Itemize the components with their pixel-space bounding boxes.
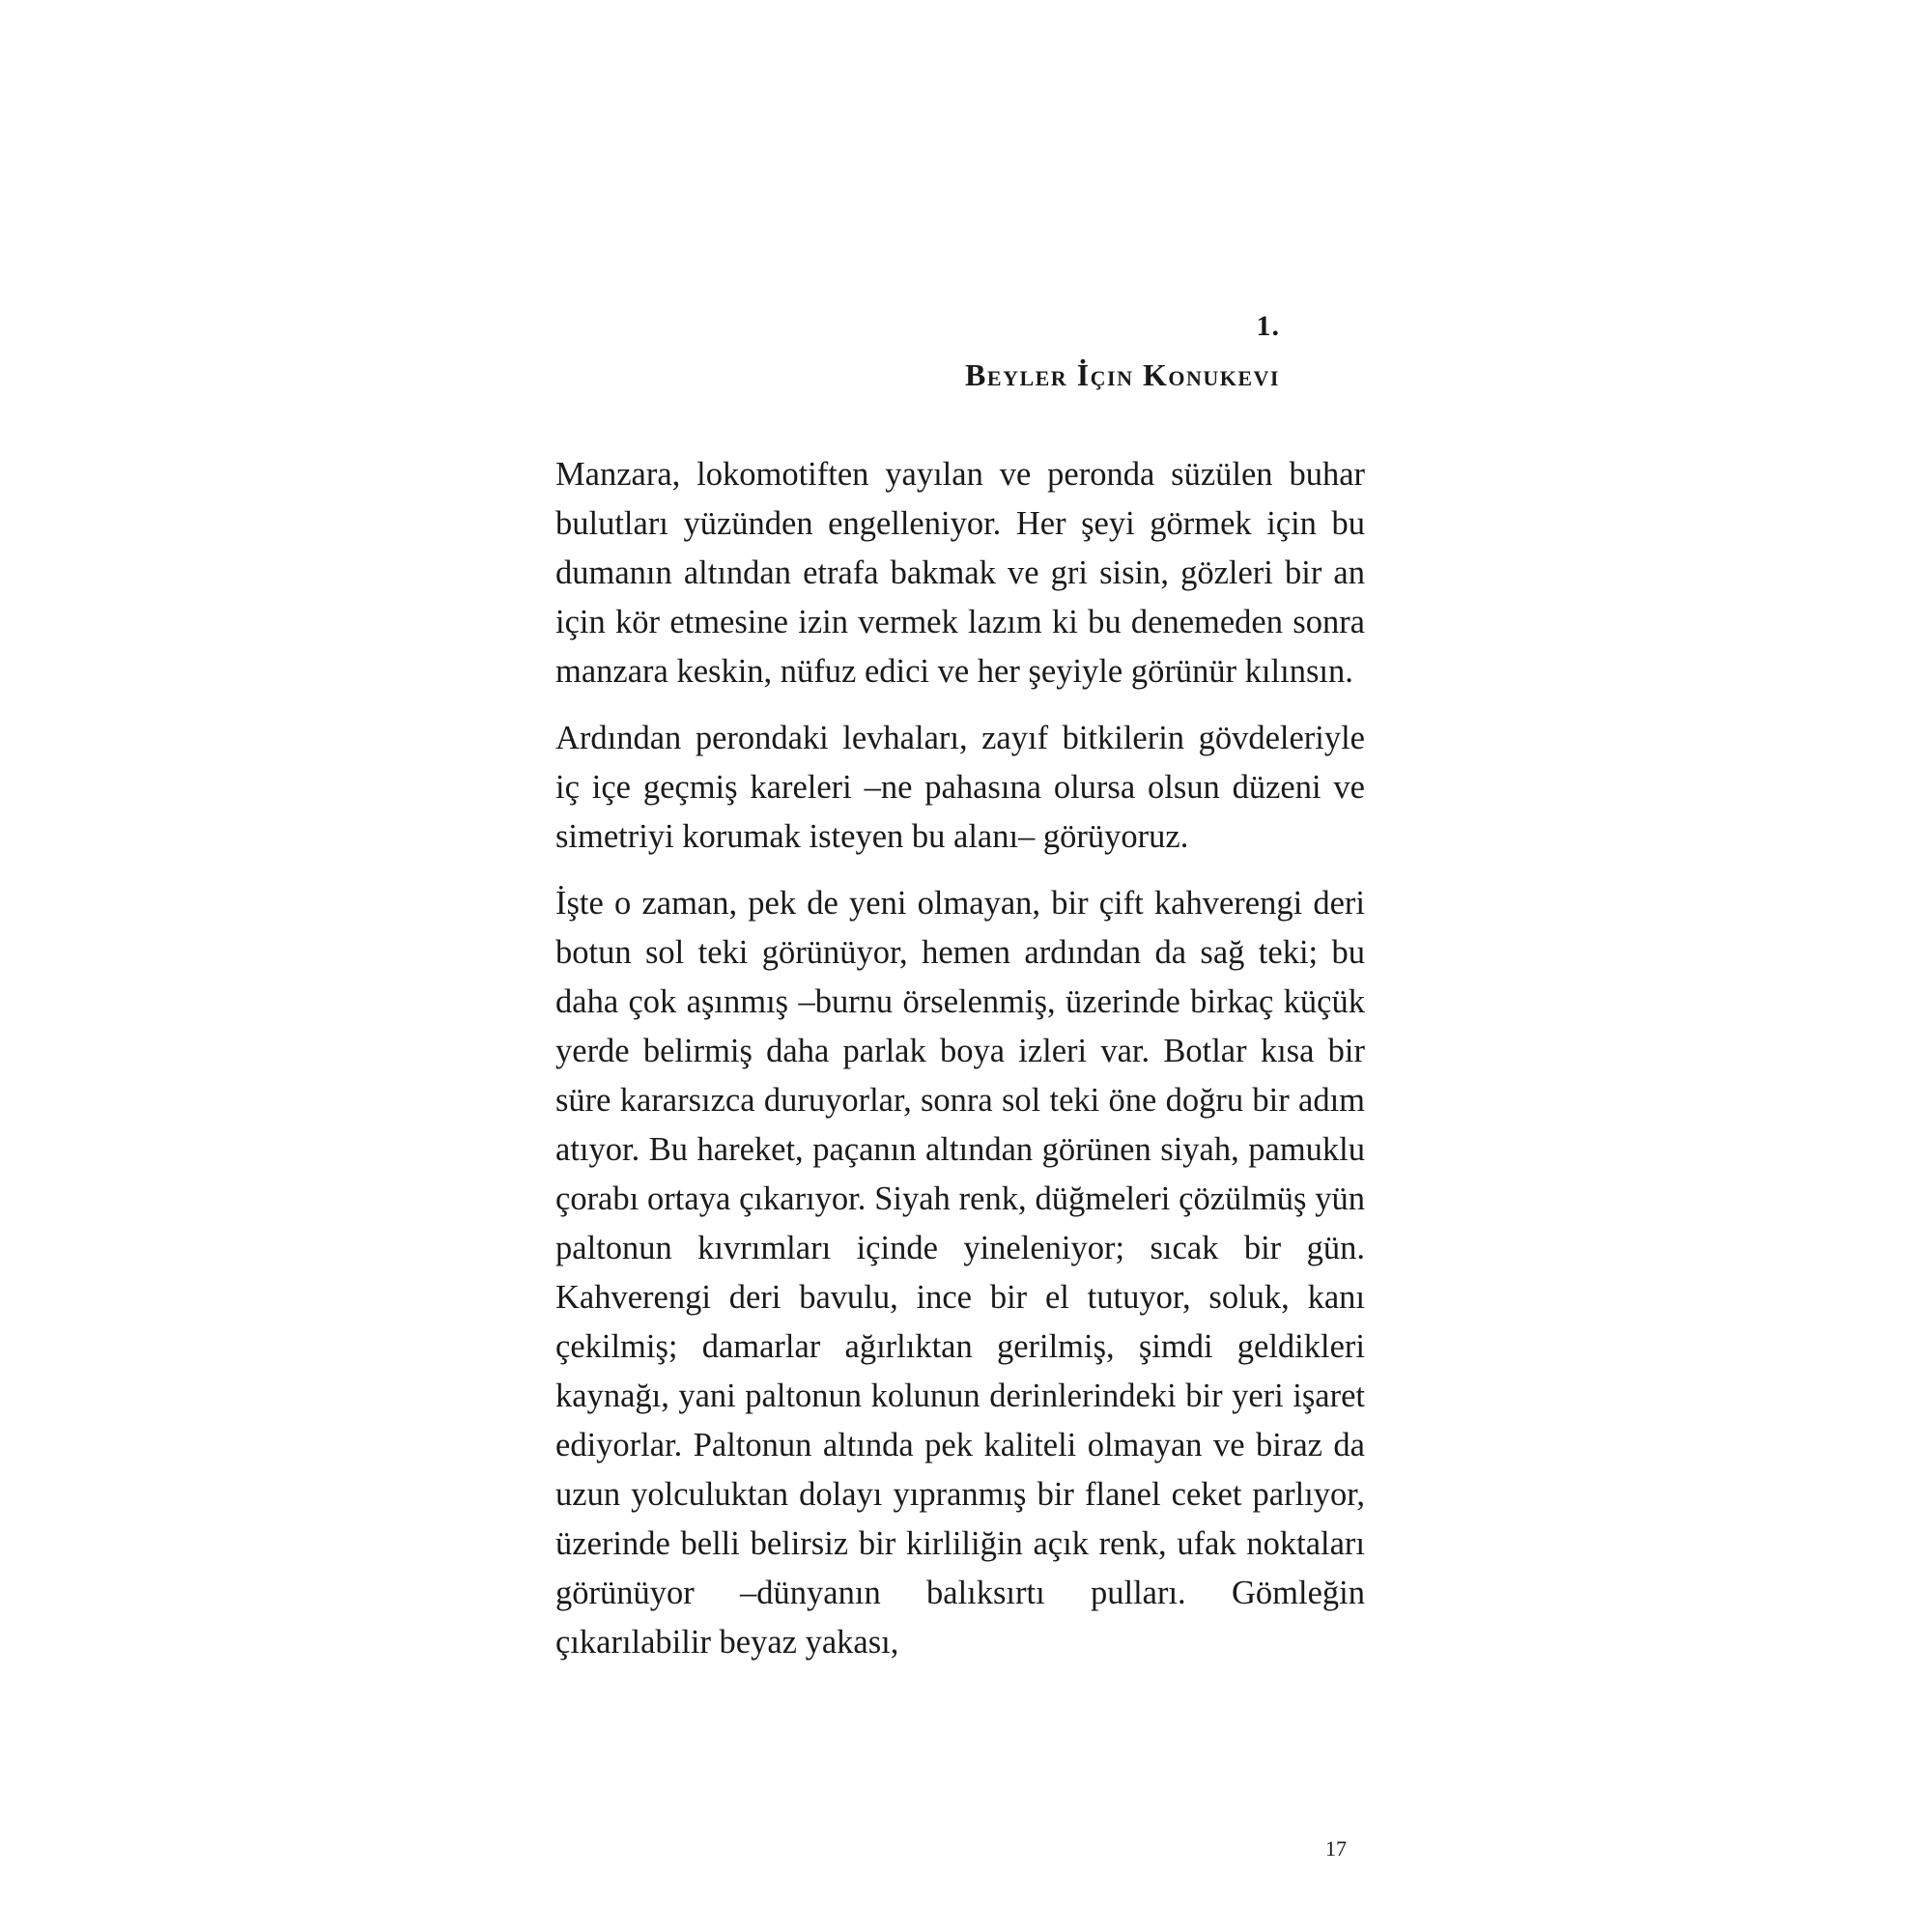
paragraph-2: Ardından perondaki levhaları, zayıf bitkilerin gövdeleriyle iç içe geçmiş kareleri –ne pahasına olursa olsun düzeni ve simetriyi korumak isteyen bu alanı– görüyoruz.: [555, 720, 1365, 855]
paragraph-3: İşte o zaman, pek de yeni olmayan, bir çift kahverengi deri botun sol teki görünüyor, hemen ardından da sağ teki; bu daha çok aşınmış –burnu örselenmiş, üzerinde birkaç küçük yerde belirmiş daha parlak boya izleri var. Botlar kısa bir süre kararsızca duruyorlar, sonra sol teki öne doğru bir adım atıyor. Bu hareket, paçanın altından görünen siyah, pamuklu çorabı ortaya çıkarıyor. Siyah renk, düğmeleri çözülmüş yün paltonun kıvrımları içinde yineleniyor; sıcak bir gün. Kahverengi deri bavulu, ince bir el tutuyor, soluk, kanı çekilmiş; damarlar ağırlıktan gerilmiş, şimdi geldikleri kaynağı, yani paltonun kolunun derinlerindeki bir yeri işaret ediyorlar. Paltonun altında pek kaliteli olmayan ve biraz da uzun yolculuktan dolayı yıpranmış bir flanel ceket parlıyor, üzerinde belli belirsiz bir kirliliğin açık renk, ufak noktaları görünüyor –dünyanın balıksırtı pulları. Gömleğin çıkarılabilir beyaz yakası,: [555, 885, 1365, 1661]
page-number: 17: [1325, 1836, 1347, 1861]
chapter-number: 1.: [1256, 310, 1280, 342]
chapter-title: Beyler İçin Konukevi: [965, 357, 1280, 392]
chapter-header: [965, 307, 1280, 396]
body-text: [555, 450, 1365, 1685]
paragraph-1: Manzara, lokomotiften yayılan ve peronda süzülen buhar bulutları yüzünden engelleniyor. Her şeyi görmek için bu dumanın altından etrafa bakmak ve gri sisin, gözleri bir an için kör etmesine izin vermek lazım ki bu denemeden sonra manzara keskin, nüfuz edici ve her şeyiyle görünür kılınsın.: [555, 456, 1365, 690]
